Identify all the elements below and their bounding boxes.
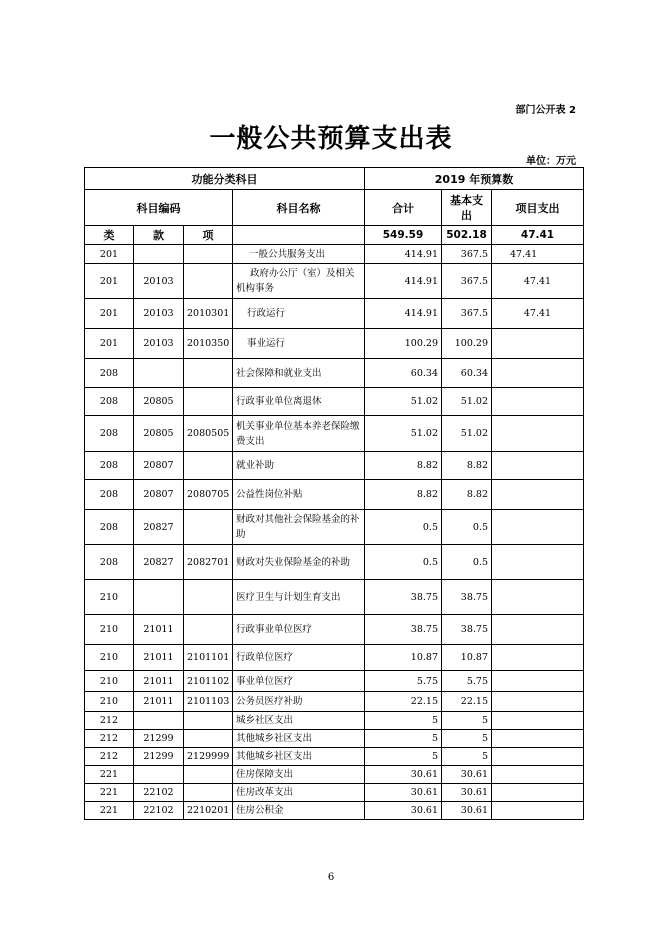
document-label: 部门公开表 2	[515, 105, 576, 116]
cell-basic: 8.82	[442, 452, 492, 480]
cell-lei: 208	[85, 388, 134, 416]
cell-total: 22.15	[365, 692, 442, 712]
table-row	[85, 388, 584, 416]
cell-xiang	[184, 388, 233, 416]
table-row	[85, 615, 584, 645]
cell-name: 行政单位医疗	[233, 645, 365, 671]
cell-name: 城乡社区支出	[233, 712, 365, 730]
cell-total: 51.02	[365, 416, 442, 452]
cell-xiang: 2210201	[184, 802, 233, 820]
cell-basic: 5.75	[442, 671, 492, 692]
cell-project	[492, 510, 584, 545]
cell-name: 医疗卫生与计划生育支出	[233, 580, 365, 615]
cell-basic: 51.02	[442, 416, 492, 452]
table-row	[85, 784, 584, 802]
cell-total: 60.34	[365, 359, 442, 388]
cell-name: 财政对其他社会保险基金的补助	[233, 510, 365, 545]
table-row	[85, 480, 584, 510]
cell-project	[492, 388, 584, 416]
cell-total: 0.5	[365, 510, 442, 545]
header-row-3	[85, 226, 584, 245]
cell-xiang: 2101101	[184, 645, 233, 671]
cell-xiang	[184, 615, 233, 645]
cell-project	[492, 784, 584, 802]
header-budget-year: 2019 年预算数	[365, 168, 584, 190]
cell-lei: 210	[85, 645, 134, 671]
cell-basic: 367.5	[442, 299, 492, 329]
cell-basic: 22.15	[442, 692, 492, 712]
cell-project	[492, 712, 584, 730]
cell-total: 10.87	[365, 645, 442, 671]
cell-lei: 210	[85, 615, 134, 645]
cell-basic: 367.5	[442, 264, 492, 299]
cell-basic: 38.75	[442, 580, 492, 615]
cell-total: 5.75	[365, 671, 442, 692]
cell-basic: 10.87	[442, 645, 492, 671]
header-row-1	[85, 168, 584, 190]
cell-project	[492, 671, 584, 692]
cell-lei: 208	[85, 359, 134, 388]
header-lei: 类	[85, 226, 134, 245]
cell-name: 住房保障支出	[233, 766, 365, 784]
cell-total: 414.91	[365, 245, 442, 264]
cell-project	[492, 748, 584, 766]
cell-total: 100.29	[365, 329, 442, 359]
cell-lei: 210	[85, 671, 134, 692]
table-row	[85, 264, 584, 299]
cell-total: 414.91	[365, 264, 442, 299]
cell-xiang	[184, 730, 233, 748]
cell-kuan: 20805	[134, 416, 184, 452]
cell-basic: 367.5	[442, 245, 492, 264]
header-function-class: 功能分类科目	[85, 168, 365, 190]
header-blank	[233, 226, 365, 245]
cell-kuan	[134, 245, 184, 264]
cell-lei: 210	[85, 580, 134, 615]
cell-name: 住房改革支出	[233, 784, 365, 802]
cell-total: 0.5	[365, 545, 442, 580]
cell-project: 47.41	[492, 245, 584, 264]
cell-lei: 208	[85, 510, 134, 545]
cell-kuan: 20807	[134, 480, 184, 510]
page-number: 6	[327, 872, 335, 883]
cell-project: 47.41	[492, 299, 584, 329]
budget-table	[84, 167, 584, 820]
cell-total: 38.75	[365, 580, 442, 615]
cell-name: 其他城乡社区支出	[233, 748, 365, 766]
cell-name: 行政事业单位离退休	[233, 388, 365, 416]
cell-name: 公务员医疗补助	[233, 692, 365, 712]
cell-basic: 30.61	[442, 766, 492, 784]
cell-kuan: 21299	[134, 730, 184, 748]
table-row	[85, 580, 584, 615]
cell-project	[492, 692, 584, 712]
cell-total: 414.91	[365, 299, 442, 329]
cell-xiang	[184, 510, 233, 545]
table-row	[85, 692, 584, 712]
cell-lei: 208	[85, 480, 134, 510]
header-subject-code: 科目编码	[85, 190, 233, 226]
cell-xiang: 2101102	[184, 671, 233, 692]
cell-total: 30.61	[365, 766, 442, 784]
cell-total: 5	[365, 748, 442, 766]
cell-xiang	[184, 452, 233, 480]
cell-lei: 201	[85, 264, 134, 299]
table-row	[85, 748, 584, 766]
cell-basic: 0.5	[442, 510, 492, 545]
cell-basic: 38.75	[442, 615, 492, 645]
cell-project	[492, 645, 584, 671]
table-row	[85, 329, 584, 359]
table-row	[85, 359, 584, 388]
header-row-2	[85, 190, 584, 226]
cell-xiang: 2129999	[184, 748, 233, 766]
cell-name: 行政运行	[233, 299, 365, 329]
cell-lei: 221	[85, 766, 134, 784]
cell-kuan: 20807	[134, 452, 184, 480]
cell-lei: 221	[85, 802, 134, 820]
cell-name: 财政对失业保险基金的补助	[233, 545, 365, 580]
table-body	[85, 245, 584, 820]
header-total: 合计	[365, 190, 442, 226]
cell-kuan	[134, 580, 184, 615]
cell-lei: 212	[85, 712, 134, 730]
cell-total: 8.82	[365, 480, 442, 510]
cell-total: 30.61	[365, 802, 442, 820]
cell-lei: 212	[85, 730, 134, 748]
cell-basic: 8.82	[442, 480, 492, 510]
cell-name: 事业单位医疗	[233, 671, 365, 692]
cell-xiang: 2101103	[184, 692, 233, 712]
cell-name: 社会保障和就业支出	[233, 359, 365, 388]
cell-kuan	[134, 359, 184, 388]
cell-kuan	[134, 766, 184, 784]
cell-basic: 30.61	[442, 784, 492, 802]
cell-project	[492, 329, 584, 359]
cell-kuan: 20805	[134, 388, 184, 416]
cell-total: 30.61	[365, 784, 442, 802]
cell-project: 47.41	[492, 264, 584, 299]
unit-label: 单位：万元	[526, 156, 576, 167]
table-row	[85, 452, 584, 480]
table-row	[85, 712, 584, 730]
header-xiang: 项	[184, 226, 233, 245]
table-row	[85, 802, 584, 820]
cell-basic: 5	[442, 712, 492, 730]
cell-name: 机关事业单位基本养老保险缴费支出	[233, 416, 365, 452]
cell-xiang	[184, 766, 233, 784]
cell-xiang: 2010301	[184, 299, 233, 329]
cell-kuan: 21011	[134, 615, 184, 645]
header-basic: 基本支出	[442, 190, 492, 226]
table-row	[85, 766, 584, 784]
cell-kuan: 22102	[134, 784, 184, 802]
header-kuan: 款	[134, 226, 184, 245]
cell-kuan: 20103	[134, 299, 184, 329]
cell-basic: 100.29	[442, 329, 492, 359]
cell-lei: 210	[85, 692, 134, 712]
cell-total: 5	[365, 712, 442, 730]
cell-project	[492, 730, 584, 748]
cell-kuan: 21011	[134, 645, 184, 671]
cell-kuan: 20827	[134, 545, 184, 580]
cell-basic: 5	[442, 748, 492, 766]
cell-project	[492, 802, 584, 820]
cell-lei: 208	[85, 452, 134, 480]
cell-name: 就业补助	[233, 452, 365, 480]
cell-kuan: 22102	[134, 802, 184, 820]
cell-basic: 0.5	[442, 545, 492, 580]
cell-xiang	[184, 712, 233, 730]
table-row	[85, 645, 584, 671]
cell-lei: 221	[85, 784, 134, 802]
cell-kuan: 21011	[134, 692, 184, 712]
cell-total: 5	[365, 730, 442, 748]
table-row	[85, 510, 584, 545]
header-project: 项目支出	[492, 190, 584, 226]
cell-project	[492, 545, 584, 580]
cell-name: 公益性岗位补贴	[233, 480, 365, 510]
cell-name: 住房公积金	[233, 802, 365, 820]
cell-total: 38.75	[365, 615, 442, 645]
cell-basic: 60.34	[442, 359, 492, 388]
cell-lei: 201	[85, 299, 134, 329]
table-row	[85, 545, 584, 580]
cell-xiang	[184, 359, 233, 388]
cell-project	[492, 452, 584, 480]
cell-kuan: 20827	[134, 510, 184, 545]
cell-name: 政府办公厅（室）及相关机构事务	[233, 264, 365, 299]
cell-project	[492, 416, 584, 452]
cell-kuan: 20103	[134, 329, 184, 359]
project-sum: 47.41	[492, 226, 584, 245]
cell-xiang	[184, 264, 233, 299]
table-row	[85, 416, 584, 452]
cell-name: 其他城乡社区支出	[233, 730, 365, 748]
header-subject-name: 科目名称	[233, 190, 365, 226]
cell-total: 51.02	[365, 388, 442, 416]
cell-basic: 51.02	[442, 388, 492, 416]
cell-project	[492, 359, 584, 388]
cell-lei: 201	[85, 329, 134, 359]
cell-total: 8.82	[365, 452, 442, 480]
cell-lei: 208	[85, 545, 134, 580]
cell-project	[492, 580, 584, 615]
table-row	[85, 671, 584, 692]
cell-kuan: 21299	[134, 748, 184, 766]
table-row	[85, 245, 584, 264]
basic-sum: 502.18	[442, 226, 492, 245]
cell-kuan: 21011	[134, 671, 184, 692]
cell-basic: 5	[442, 730, 492, 748]
cell-project	[492, 480, 584, 510]
cell-lei: 208	[85, 416, 134, 452]
table-row	[85, 730, 584, 748]
cell-xiang	[184, 245, 233, 264]
cell-project	[492, 615, 584, 645]
cell-kuan	[134, 712, 184, 730]
cell-xiang: 2082701	[184, 545, 233, 580]
cell-xiang: 2080505	[184, 416, 233, 452]
cell-xiang: 2010350	[184, 329, 233, 359]
cell-xiang	[184, 580, 233, 615]
page-title: 一般公共预算支出表	[209, 124, 453, 154]
cell-project	[492, 766, 584, 784]
cell-kuan: 20103	[134, 264, 184, 299]
cell-basic: 30.61	[442, 802, 492, 820]
table-row	[85, 299, 584, 329]
total-sum: 549.59	[365, 226, 442, 245]
cell-xiang: 2080705	[184, 480, 233, 510]
cell-name: 事业运行	[233, 329, 365, 359]
cell-lei: 201	[85, 245, 134, 264]
cell-lei: 212	[85, 748, 134, 766]
cell-name: 一般公共服务支出	[233, 245, 365, 264]
cell-name: 行政事业单位医疗	[233, 615, 365, 645]
cell-xiang	[184, 784, 233, 802]
